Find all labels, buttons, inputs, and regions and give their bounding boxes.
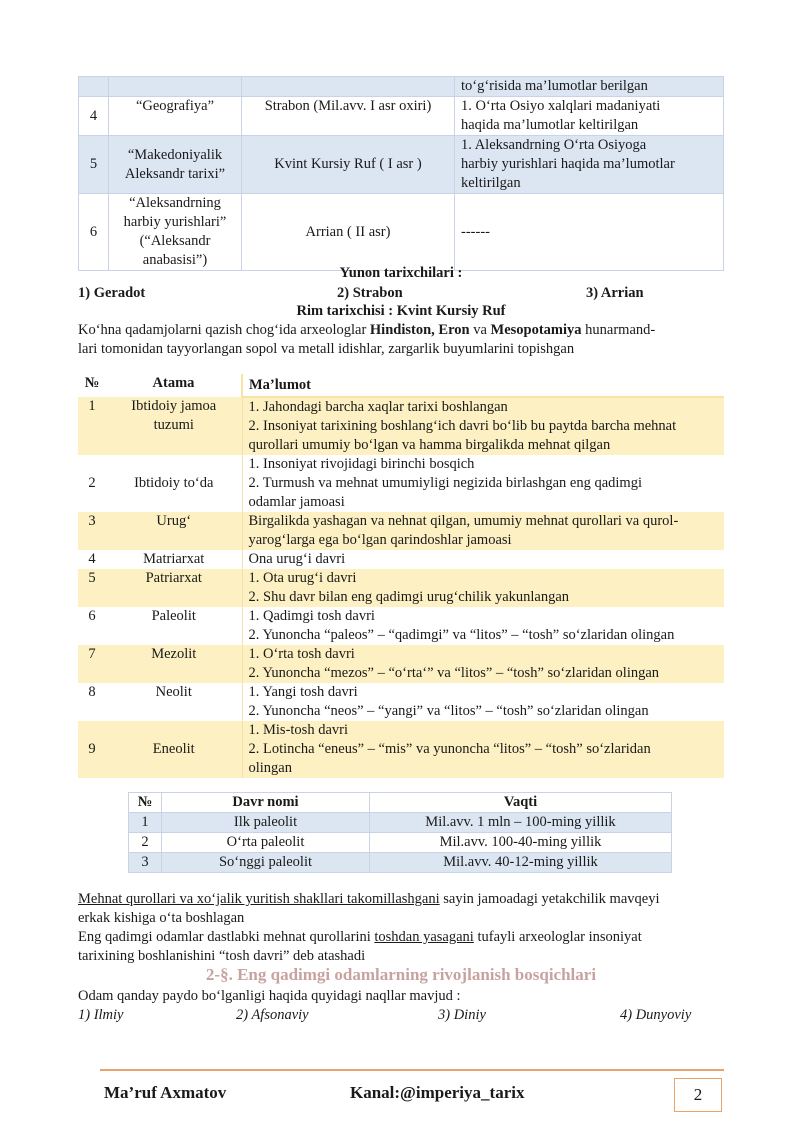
- greek-historian-item: 1) Geradot: [78, 285, 146, 301]
- footer-author: Ma’ruf Axmatov: [104, 1083, 227, 1102]
- period-time: Mil.avv. 40-12-ming yillik: [370, 853, 672, 873]
- work-info: to‘g‘risida ma’lumotlar berilgan: [455, 77, 724, 97]
- archaeology-paragraph: Ko‘hna qadamjolarni qazish chog‘ida arxeologlar Hindiston, Eron va Mesopotamiya hunarmand- lari tomonidan tayyorlangan sopol va metall idishlar, zargarlik buyumlarini topishgan: [78, 322, 656, 357]
- work-author: Strabon (Mil.avv. I asr oxiri): [242, 97, 455, 136]
- row-number: 9: [78, 721, 106, 778]
- term: Matriarxat: [106, 550, 242, 569]
- work-author: Arrian ( II asr): [242, 194, 455, 271]
- row-number: 4: [88, 551, 96, 567]
- row-number: 1: [78, 397, 106, 455]
- work-info: 1. O‘rta Osiyo xalqlari madaniyati haqida ma’lumotlar keltirilgan: [455, 97, 724, 136]
- period-name: O‘rta paleolit: [162, 833, 370, 853]
- period-time: Mil.avv. 1 mln – 100-ming yillik: [370, 813, 672, 833]
- work-info: 1. Aleksandrning O‘rta Osiyoga harbiy yurishlari haqida ma’lumotlar keltirilgan: [455, 136, 724, 194]
- table-row: [79, 77, 724, 97]
- term-info: 1. Yangi tosh davri 2. Yunoncha “neos” – “yangi” va “litos” – “tosh” so‘zlaridan olingan: [248, 684, 649, 719]
- row-number: 3: [129, 853, 162, 873]
- row-number: 6: [88, 608, 96, 624]
- term-info: 1. Jahondagi barcha xaqlar tarixi boshlangan 2. Insoniyat tarixining boshlang‘ich davri bo‘lib bu paytda barcha mehnat qurollari umumiy bo‘lgan va hamma birgalikda mehnat qilgan: [242, 397, 724, 455]
- period-name: Ilk paleolit: [162, 813, 370, 833]
- term: Ibtidoiy to‘da: [106, 455, 242, 512]
- col-header: №: [129, 793, 162, 813]
- table-row: [78, 721, 724, 778]
- paleolithic-periods-table: [128, 792, 672, 873]
- term: Ibtidoiy jamoa tuzumi: [106, 397, 242, 455]
- col-header: №: [78, 374, 106, 397]
- row-number: 8: [88, 684, 96, 700]
- term: Urug‘: [106, 512, 242, 550]
- table-row: [129, 853, 672, 873]
- term: Mezolit: [106, 645, 242, 683]
- col-header: Vaqti: [370, 793, 672, 813]
- term-info: Ona urug‘i davri: [248, 551, 346, 567]
- term-info: 1. Mis-tosh davri 2. Lotincha “eneus” – “mis” va yunoncha “litos” – “tosh” so‘zlaridan olingan: [242, 721, 724, 778]
- table-row: [78, 550, 724, 569]
- term: Neolit: [106, 683, 242, 721]
- col-header: Davr nomi: [162, 793, 370, 813]
- table-row: [129, 813, 672, 833]
- table-header: [129, 793, 672, 813]
- row-number: 6: [79, 194, 109, 271]
- page-number: 2: [674, 1078, 722, 1112]
- greek-historians-title: Yunon tarixchilari :: [339, 265, 463, 281]
- row-number: 5: [78, 569, 106, 607]
- origins-item: 3) Diniy: [438, 1007, 486, 1023]
- origins-item: 2) Afsonaviy: [236, 1007, 309, 1023]
- table-row: [129, 833, 672, 853]
- term-info: Birgalikda yashagan va nehnat qilgan, umumiy mehnat qurollari va qurol- yarog‘larga ega bo‘lgan qarindoshlar jamoasi: [242, 512, 724, 550]
- row-number: 2: [129, 833, 162, 853]
- term-info: 1. Ota urug‘i davri 2. Shu davr bilan eng qadimgi urug‘chilik yakunlangan: [242, 569, 724, 607]
- row-number: 3: [78, 512, 106, 550]
- period-name: So‘nggi paleolit: [162, 853, 370, 873]
- table-row: [79, 136, 724, 194]
- table-row: [79, 194, 724, 271]
- origins-intro: Odam qanday paydo bo‘lganligi haqida quyidagi naqllar mavjud :: [78, 988, 461, 1004]
- work-author: Kvint Kursiy Ruf ( I asr ): [242, 136, 455, 194]
- row-number: 2: [88, 475, 96, 491]
- leadership-paragraph: Mehnat qurollari va xo‘jalik yuritish shakllari takomillashgani sayin jamoadagi yetakchilik mavqeyi erkak kishiga o‘ta boshlagan: [78, 891, 660, 926]
- period-time: Mil.avv. 100-40-ming yillik: [370, 833, 672, 853]
- table-header: [78, 374, 724, 397]
- table-row: [78, 512, 724, 550]
- footer-channel: Kanal:@imperiya_tarix: [350, 1083, 525, 1102]
- term-info: 1. Qadimgi tosh davri 2. Yunoncha “paleos” – “qadimgi” va “litos” – “tosh” so‘zlaridan olingan: [248, 608, 675, 643]
- stone-age-paragraph: Eng qadimgi odamlar dastlabki mehnat qurollarini toshdan yasagani tufayli arxeologlar insoniyat tarixining boshlanishini “tosh davri” deb atashadi: [78, 929, 642, 964]
- col-header: Ma’lumot: [242, 374, 724, 397]
- work-info: ------: [455, 194, 724, 271]
- col-header: Atama: [106, 374, 242, 397]
- row-number: 5: [79, 136, 109, 194]
- greek-historian-item: 2) Strabon: [337, 285, 403, 301]
- table-row: [78, 683, 724, 721]
- table-row: [78, 645, 724, 683]
- section-heading: 2-§. Eng qadimgi odamlarning rivojlanish bosqichlari: [205, 965, 597, 984]
- sources-table: [78, 76, 724, 271]
- origins-item: 1) Ilmiy: [78, 1007, 124, 1023]
- table-row: [78, 455, 724, 512]
- table-row: [79, 97, 724, 136]
- table-row: [78, 607, 724, 645]
- work-title: [109, 77, 242, 97]
- work-title: “Makedoniyalik Aleksandr tarixi”: [109, 136, 242, 194]
- terms-table: [78, 374, 724, 778]
- row-number: [79, 77, 109, 97]
- work-author: [242, 77, 455, 97]
- work-title: “Geografiya”: [109, 97, 242, 136]
- row-number: 4: [79, 97, 109, 136]
- term-info: 1. O‘rta tosh davri 2. Yunoncha “mezos” – “o‘rta‘” va “litos” – “tosh” so‘zlaridan olingan: [242, 645, 724, 683]
- term: Eneolit: [106, 721, 242, 778]
- origins-item: 4) Dunyoviy: [620, 1007, 692, 1023]
- term: Paleolit: [106, 607, 242, 645]
- row-number: 1: [129, 813, 162, 833]
- table-row: [78, 569, 724, 607]
- table-row: [78, 397, 724, 455]
- term-info: 1. Insoniyat rivojidagi birinchi bosqich 2. Turmush va mehnat umumiyligi negizida birlashgan eng qadimgi odamlar jamoasi: [248, 456, 642, 510]
- greek-historian-item: 3) Arrian: [586, 285, 644, 301]
- roman-historian-title: Rim tarixchisi : Kvint Kursiy Ruf: [296, 303, 506, 319]
- term: Patriarxat: [106, 569, 242, 607]
- footer-divider: [100, 1069, 724, 1071]
- work-title: “Aleksandrning harbiy yurishlari” (“Aleksandr anabasisi”): [109, 194, 242, 271]
- row-number: 7: [78, 645, 106, 683]
